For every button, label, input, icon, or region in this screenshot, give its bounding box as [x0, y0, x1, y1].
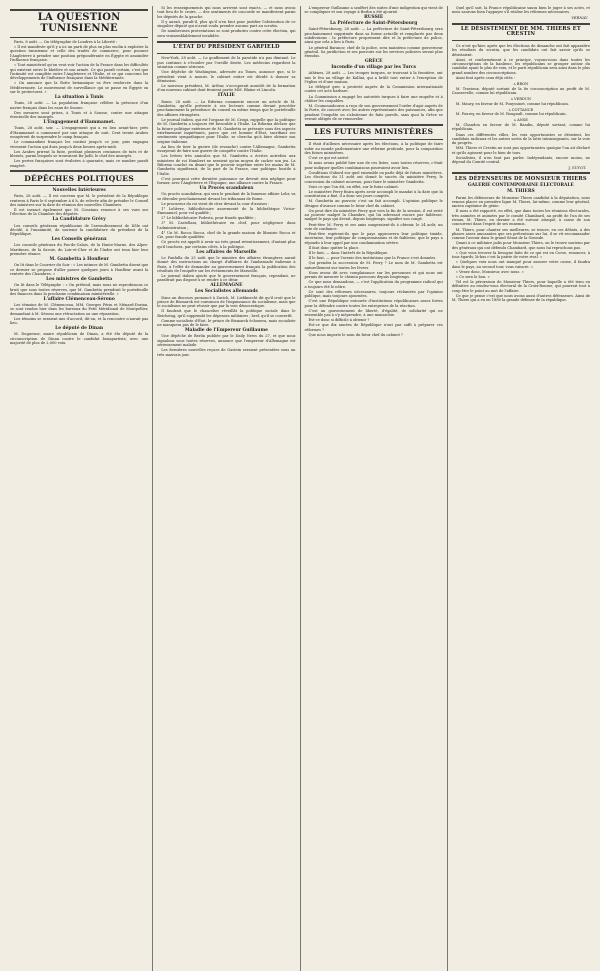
- column-4: [448, 6, 594, 971]
- article-paragraph: Un procès scandaleux, qui sera le pendant de la fameuse affaire Lebr, va se dérouler prochainement devant les tribunaux de Rome.: [157, 192, 296, 201]
- article-paragraph: « Tout ministériel qu'on veut voir l'action de la France dans les difficultés qui existent entre le khédive et son armée. Ce qui paraît certain, c'est que l'intimité est complète entre l'Angleterre et l'Italie, et ce qui concerne les développements de l'influence française dans la Méditerranée.: [10, 63, 149, 81]
- article-subheading: Les Socialistes allemands: [194, 289, 258, 295]
- article-paragraph: Le Fanfulla du 25 août que le ministre des affaires étrangères aurait donné des instructions au chargé d'affaires de l'ambassade italienne à Paris, à l'effet de demander au gouvernement français la publication des résultats de l'enquête sur les événements de Marseille.: [157, 255, 296, 273]
- article-subheading: Les ministres de Gambetta: [46, 276, 113, 282]
- section-rule: [452, 23, 590, 25]
- article-paragraph: Quant à ce militaire jadis pour Monsieur Thiers, on le trouve soutenu par des généraux qui ont défendu Chambard, que nous lui reprochons pas.: [451, 241, 590, 250]
- article-byline: VERNAY.: [571, 15, 588, 20]
- article-subheading: GALERIE CONTEMPORAINE ÉLECTORALE: [467, 183, 574, 189]
- article-paragraph: On peut dire du ministère Ferry que vers la fin de la session, il est resté au pouvoir malgré la Chambre, qui lui adressait encore par faiblesse, malgré le pays qui devait, depuis longtemps, signifier son congé.: [304, 208, 443, 222]
- article-paragraph: Est-ce que dix années de République n'ont pas suffi à préparer ces réformes ?: [304, 323, 443, 332]
- article-paragraph: De nombreuses protestations se sont produites contre cette élection, qui sera vraisemblablement invalidée.: [157, 29, 296, 38]
- article-paragraph: Les Arabes prirent la fuite, perdant plusieurs centaines de tués et de blessés, parmi lesquels se trouvaient Ba-Jadli, le chef des insurgés.: [10, 149, 149, 159]
- article-paragraph: Il le faut, — dans l'intérêt de la République.: [308, 251, 389, 256]
- article-subheading: M. Gambetta à Honfleur: [49, 256, 109, 262]
- article-paragraph: Que nous importe le nom du futur chef du cabinet ?: [308, 332, 403, 337]
- article-paragraph: Les conseils généraux républicains de l'arrondissement de Dôle ont décidé, à l'unanimité, de soutenir la candidature du président de la République.: [10, 223, 149, 237]
- candidate-place: à BRON: [513, 81, 529, 86]
- article-paragraph: Ce que je pense c'est que nous avons aussi d'autres défenseurs. Ainsi de M. Thiers qui a eu en 1880 la grande défense de la république.: [451, 293, 590, 303]
- article-subheading: ALLEMAGNE: [210, 283, 243, 289]
- article-headline: LE DÉSISTEMENT DE MM. THIERS ET CRESTIN: [460, 26, 581, 38]
- article-paragraph: L'empereur Guillaume a souffert des suites d'une indigestion qui vient de se compliquer et son voyage à Berlin a été ajourné.: [304, 6, 443, 15]
- article-paragraph: Paris, 8 août. — On télégraphie de Londres à la Liberté :: [14, 40, 118, 44]
- section-rule: [452, 172, 590, 174]
- article-paragraph: « Ce sera le bon. »: [455, 274, 490, 279]
- article-paragraph: Il nous a été rapporté, en effet, que dans toutes les réunions électorales, très animées et animées par le comité Chambard, au profit de l'un de ses rivaux, M. Thiers, en dernier a été surtout attaqué, à cause de son concurrent dans l'esprit de ses ennemis.: [451, 209, 590, 227]
- article-paragraph: On lit dans le Courrier du Soir : « Les intimes de M. Gambetta disent que ce dernier se propose d'aller passer quelques jours à Honfleur avant la rentrée des Chambres. »: [10, 263, 149, 276]
- candidate-note-text: M. Travieux, député sortant de la 8e circonscription au profit de M. Caussevelle, comme lui républicain.: [451, 86, 590, 95]
- article-paragraph: « Quelques voix nous ont manqué pour assurer votre cause, il faudra dans le pays, au second tour, vous vaincre. »: [451, 260, 590, 269]
- article-headline: LES DÉFENSEURS DE MONSIEUR THIERS: [454, 175, 587, 182]
- article-paragraph: Tunis, 28 août, soir. — L'engagement qui a eu lieu avant-hier, près d'Hammamet a commencé par une attaque de nuit. Cent trente Arabes essayèrent de surprendre le camp français.: [10, 126, 149, 140]
- column-3: [301, 6, 448, 971]
- article-paragraph: « Il est manifeste qu'il y a ici un parti de plus en plus enclin à exploiter la question tunisienne et celle des traités de commerce, pour pousser l'Angleterre à prendre une position prépondérante en Égypte et amoindrir l'influence française.: [10, 45, 149, 63]
- article-subheading: Maladie de l'Empereur Guillaume: [184, 328, 268, 333]
- article-paragraph: Une dépêche de Berlin publiée par le Daily News du 27, et que nous signalons sous toutes réserves, annonce que l'empereur d'Allemagne est sérieusement malade.: [157, 334, 296, 348]
- article-headline: L'ÉTAT DU PRÉSIDENT GARFIELD: [172, 44, 280, 50]
- article-paragraph: On lit dans le Télégraphe : « On prétend, mais nous ne reproduisons ce bruit que sous toutes réserves, que M. Gambetta prendrait le portefeuille des finances dans la prochaine combinaison ministérielle. »: [10, 283, 149, 296]
- article-paragraph: Les conseils généraux du Pas-de-Calais, de la Haute-Marne, des Alpes-Maritimes, de la Savoie, du Loir-et-Cher et de l'Indre ont tenu hier leur première séance.: [10, 243, 149, 257]
- article-paragraph: Il était d'ailleurs nécessaire après les élections, à la politique de faire subir au monde parlementaire une réforme profonde, pour la composition des futurs ministères.: [304, 142, 443, 156]
- article-paragraph: Il faut donc quitter la place.: [308, 245, 360, 250]
- article-subheading: La situation à Tunis: [54, 95, 104, 101]
- article-paragraph: Le délégué grec a protesté auprès de la Commission internationale contre cet acte barbare.: [304, 85, 443, 94]
- article-subheading: La Candidature Grévy: [52, 217, 106, 223]
- article-paragraph: Paris, 28 août. — Il est convenu que M. le président de la République rentrera à Paris le 6 septembre à 6 h. de relevée afin de présider le Conseil des ministres sur la date de réunion des nouvelles Chambres.: [10, 194, 149, 207]
- article-paragraph: Saint-Pétersbourg, 28 août. — La préfecture de Saint-Pétersbourg sera prochainement supprimée dans sa forme actuelle et remplacée par deux subdivisions : la préfecture proprement dite et la préfecture de police, ainsi que cela a lieu à Paris.: [304, 27, 443, 45]
- article-paragraph: Une dépêche de Washington, adressée au Times, annonce que, si le président vient à mourir, le cabinet entier est décidé à donner sa démission.: [157, 70, 296, 83]
- article-paragraph: Le nouveau président, M. Arthur, s'occuperait aussitôt de la formation d'un nouveau cabinet dont feraient partie MM. Blaine et Lincoln.: [157, 84, 296, 93]
- article-headline: LA QUESTION TUNISIENNE: [37, 12, 121, 34]
- article-paragraph: Ainsi font après ceux déjà cités :: [455, 75, 515, 80]
- column-1: [6, 6, 153, 971]
- article-paragraph: 4° Un M. Rocca Rocca, chef de la grande maison de librairie Rocca et Cie, pour fraude qualifiée.: [157, 230, 296, 240]
- article-paragraph: Si nous avons publié hier une de ces listes, sous toutes réserves, c'était pour indiquer quelles combinaisons pourraient avoir lieu.: [304, 161, 443, 170]
- article-paragraph: Voici ce que l'on dit, en effet, sur le futur cabinet.: [308, 184, 399, 189]
- section-rule: [157, 41, 295, 43]
- article-paragraph: Au lieu de tirer la guerre (de revanche) contre l'Allemagne, Gambetta essayerait de faire une guerre de conquête contre l'Italie.: [157, 144, 296, 154]
- article-paragraph: Ce procès est appelé à avoir un très grand retentissement, d'autant plus qu'il touchera, par certains côtés, à la politique.: [157, 240, 296, 249]
- article-paragraph: Le commandant français les contint jusqu'à ce jour, puis engagea vivement l'action qui dura jusqu'à deux heures après-midi.: [10, 140, 149, 149]
- article-paragraph: Les témoins se seraient mis d'accord, dit-on, et la rencontre n'aurait pas lieu.: [10, 316, 149, 326]
- article-subheading: Nouvelles Intérieures: [52, 187, 106, 193]
- article-subheading: Le député de Dinan: [55, 326, 104, 332]
- article-paragraph: 2° Le bibliothécaire Podesta, pour fraude qualifiée ;: [161, 216, 256, 221]
- article-paragraph: C'est une République entourée d'institutions républicaines assez fortes pour la défendre contre toutes les entreprises de la réaction.: [304, 299, 443, 308]
- article-paragraph: « On annonce que la flotte britannique va être renforcée dans la Méditerranée. Le mouvement de surveillance qui se passe en Égypte ou sur le protectorat. »: [10, 81, 149, 95]
- article-paragraph: Ce n'est qu'hier, après que les élections de dimanche ont fait apparaître les résultats du scrutin, que les candidats ont fait savoir qu'ils se désistaient.: [451, 43, 590, 57]
- article-paragraph: C'est pourquoi cette dernière puissance ne devrait rien négliger pour former, avec l'Angleterre et l'Espagne, une alliance contre la France.: [157, 176, 296, 186]
- article-paragraph: Tunis, 28 août. — La population française célèbre la présence d'un navire français dans les eaux de Sousse.: [10, 101, 149, 110]
- article-paragraph: Des mesures sont prises, à Tunis et à Sousse, contre une attaque éventuelle des insurgés.: [10, 110, 149, 120]
- article-paragraph: Il faudrait que le chancelier réveillât la politique sociale dans le Reichstag, qu'il supprimât les dépenses militaires ; bref, qu'il se convertît.: [157, 309, 296, 318]
- article-paragraph: Dans ces différentes villes, les voix opportunistes se désistent, les candidats radicaux et les autres sortis de la lutte intransigeants, sur la voie du progrès.: [451, 132, 590, 146]
- article-subheading: Un Procès scandaleux: [199, 185, 254, 191]
- article-paragraph: Peut-être M. Ferry et ses amis songeraient-ils à obtenir, le 24 août, un vote de confiance.: [304, 222, 443, 231]
- article-paragraph: Socialistes, il n'en faut pas parler. Indépendants, encore moins, ne dépend du Comité central.: [451, 155, 590, 165]
- article-paragraph: Il le faut, — pour l'avenir des institutions que la France s'est données.: [308, 256, 437, 261]
- section-rule: [10, 37, 148, 38]
- section-rule: [305, 124, 443, 126]
- article-paragraph: 3° M. Castellani, bibliothécaire en chef, pour négligence dans l'administration ;: [157, 221, 296, 230]
- candidate-place: à COTTANCE: [508, 107, 534, 112]
- article-paragraph: Quel qu'il soit, la France républicaine saura bien le juger à ses actes, et nous saurons bien l'appuyer s'il réalise les réformes nécessaires.: [451, 6, 590, 15]
- article-paragraph: Le journal italien, qui est l'organe de M. Crispi, rappelle que la politique de M. Gambetta a toujours été favorable à l'Italie. La Riforma déclare que la future politique extérieure de M. Gambetta se présente sous des aspects extrêmement inquiétants, parce que cet homme d'État, sacrifiant ses sentiments sympathiques pour l'Italie, se chercha qu'à faire obtenir son origine italienne.: [157, 117, 296, 144]
- article-paragraph: Si les renseignements qui nous arrivent sont exacts, — et nous avons tout lieu de le croire, — des sentiments de concorde se manifestent parmi les députés de la gauche.: [157, 6, 296, 19]
- article-paragraph: Les témoins de M. Clémenceau, MM. Georges Périn et Ménard-Dorian, se sont rendus hier dans les bureaux du Petit Méridional de Montpellier, demandant à M. Sérono une rétractation ou une réparation.: [10, 303, 149, 316]
- column-2: [153, 6, 300, 971]
- article-paragraph: MM. Thiers et Crestin ne sont pas opportunistes quoique l'un ait déclaré et qu'ils agissent pour le bien de tous.: [451, 146, 590, 155]
- section-rule: [452, 40, 590, 41]
- article-subheading: L'Engagement d'Hammamet.: [43, 120, 115, 126]
- article-paragraph: Ce sont des réformes nécessaires, toujours réclamées par l'opinion publique, mais toujours ajournées.: [304, 289, 443, 299]
- article-paragraph: M. Gambetta au pouvoir, c'est un fait accompli. L'opinion publique le désigne d'avance comme le futur chef du cabinet.: [304, 199, 443, 208]
- article-paragraph: Il est inexact également que M. Constans renonce à ses vues sur l'élection de la Chambre des députés.: [10, 208, 149, 217]
- candidate-note-text: M. Chandon en faveur de M. Bandin, député sortant, comme lui républicain.: [451, 123, 590, 132]
- article-paragraph: Le procureur du roi vient de citer devant la cour d'assises :: [161, 201, 270, 206]
- article-paragraph: Rome, 28 août. — La Riforma commente encore un article de M. Gambetta, qu'elle présente à ses lecteurs comme devant procéder prochainement la présidence du conseil en même temps que le portefeuille des affaires étrangères.: [157, 99, 296, 117]
- section-rule: [10, 170, 148, 172]
- candidate-note-text: M. Maury, en faveur de M. Pouyssinet, comme lui républicain.: [455, 101, 569, 106]
- article-paragraph: Les dernières nouvelles reçues de Gastein seraient présentées sous un très mauvais jour.: [157, 348, 296, 357]
- article-paragraph: Tel est la péroraison de Monsieur Thiers, pour laquelle a été tenu en définitive au rendez-vous électoral de la Croix-Rousse, qui pourrait tout à coup être le point au mot de l'affaire.: [451, 280, 590, 293]
- article-paragraph: Est-ce donc si difficile à obtenir ?: [308, 318, 370, 323]
- article-paragraph: M. Coumoundouros a reçu de son gouvernement l'ordre d'agir auprès de la Porte, de concert avec les autres représentants des puissances, afin que pendant l'enquête on s'abstienne de faits pareils, sans quoi la Grèce se verrait obligée de se renouveler.: [304, 104, 443, 122]
- article-subheading: Les Conseils généraux: [51, 237, 107, 243]
- article-paragraph: M. Duguesne, maire républicain de Dinan, a été élu député de la circonscription de Dinan contre le candidat bonapartiste, avec une majorité de plus de 2,000 voix.: [10, 332, 149, 346]
- article-paragraph: « Venez donc, Monsieur, avec nous. »: [455, 269, 524, 274]
- candidate-place: à ANSE: [513, 118, 528, 123]
- article-paragraph: C'est un gouvernement de liberté, d'égalité, de solidarité qui ne ressemble pas à s'y méprendre, à une monarchie.: [304, 308, 443, 318]
- article-paragraph: Le ministère Ferry finira après avoir accompli le mandat à la date que la constitution a fixé, il a donc ses jours comptés.: [304, 189, 443, 199]
- article-paragraph: La Commission a engagé les autorités turques à faire une enquête et à châtier les coupables.: [304, 94, 443, 103]
- article-paragraph: Le journal italien ajoute que le gouvernement français, cependant, ne paraîtrait pas disposé à se rendre à ce désir.: [157, 274, 296, 283]
- article-paragraph: C'est ce qui est arrivé.: [308, 156, 350, 161]
- article-paragraph: Parmi les défenseurs de Monsieur Thiers candidat à la députation, nous venons placer en première ligne M. Thiers, lui-même, comme leur général, ancien capitaine de génie.: [451, 195, 590, 209]
- section-rule: [10, 185, 148, 186]
- article-headline: DÉPÊCHES POLITIQUES: [24, 173, 134, 183]
- article-paragraph: Ce que nous demandons, — c'est l'application du programme radical qui a toujours été le nôtre.: [304, 280, 443, 289]
- article-headline: LES FUTURS MINISTÈRES: [314, 127, 434, 137]
- article-subheading: Incendie d'un village par les Turcs: [331, 64, 417, 70]
- article-paragraph: Comme socialiste d'État, le prince de Bismarck échouera, mais socialiste ne manquera pas de le faire.: [157, 318, 296, 328]
- candidate-note-text: M. Fourey, en faveur de M. Rougault, comme lui républicain.: [455, 112, 567, 117]
- article-paragraph: M. Thiers, pour chanter ses meilleures, se trouve, en ces débats, a des phases assez amusantes que ses prétentions sur lui, il se vit recommander comme l'avenir dans le grand Sénat de la Gironde.: [451, 227, 590, 241]
- article-paragraph: Dans un discours prononcé à Zurich, M. Liebknecht dit qu'il croit que le prince de Bismarck est convaincu de l'impuissance du socialisme, mais que le socialisme ne peut réussir que par la voie démocratique.: [157, 295, 296, 309]
- article-subheading: RUSSIE: [364, 15, 384, 21]
- article-paragraph: Nous avons dit avec complaisance sur les personnes et qui nous ont permis de mesurer le chemin parcouru depuis longtemps.: [304, 270, 443, 280]
- article-paragraph: Le général Baranov, chef de la police, sera maintenu comme gouverneur général. Sa juridiction et ses pouvoirs sur les services policiers seront plus étendus.: [304, 45, 443, 59]
- article-subheading: M. THIERS: [507, 189, 535, 195]
- candidate-place: à VERDUN: [510, 96, 532, 101]
- article-paragraph: Ainsi, et conformément à ce principe, voyons-nous dans toutes les circonscriptions de la banlieue, les républicains se grouper autour du candidat ayant le plus de voix, et le parti républicain sera ainsi dans le plus grand nombre des circonscriptions.: [451, 57, 590, 75]
- article-paragraph: Qui prendra la succession de M. Ferry ? Le nom de M. Gambetta est naturellement sur toutes les lèvres.: [304, 261, 443, 270]
- article-subheading: Les affaires de Marseille: [196, 249, 257, 255]
- section-rule: [157, 53, 295, 54]
- article-paragraph: « Que vous trouvez la besogne faite de ce qui est en Corse, renoncez, à tous égards, là-bas c'est la patrie de votre rival. »: [451, 250, 590, 260]
- article-paragraph: Conditions d'abord sur quel ensemble on parle déjà de futurs ministères. Les élections du 21 août ont donné le succès du ministère Ferry, le concession du cabinet nouveau, pour faire le ministère Gambetta.: [304, 170, 443, 184]
- article-paragraph: Les pertes françaises sont évaluées à quarante, mais ce nombre paraît exagéré.: [10, 159, 149, 168]
- article-subheading: L'affaire Clémenceau-Sérono: [43, 296, 115, 302]
- article-paragraph: Il y aurait, paraît-il, plus qu'il n'en faut pour justifier l'abstention de ce singulier député qui n'avait voulu prendre aucune part au scrutin.: [157, 19, 296, 29]
- article-subheading: GRÈCE: [364, 59, 383, 65]
- article-signature: J. GUYOT.: [568, 165, 586, 170]
- article-paragraph: 1° Lelièvre, bibliothécaire assermenté de la bibliothèque Victor-Emmanuel, pour vol qualifié ;: [157, 206, 296, 216]
- section-rule: [10, 9, 148, 11]
- article-paragraph: Les lettres très amicales que M. Gambetta a écrites autrefois aux ministres de roi Humbert ne seraient qu'un moyen de cacher son jeu. La Riforma conclut en disant que le pouvoir suprême entre les mains de M. Gambetta signifierait, de la part de la France, une politique hostile à l'Italie.: [157, 154, 296, 176]
- section-rule: [305, 139, 443, 140]
- article-paragraph: Athènes, 28 août. — Les troupes turques, se trouvant à la frontière, ont mis le feu au village de Kalliai, qui a brûlé tout entier à l'exception de l'église et d'une maison.: [304, 71, 443, 84]
- article-subheading: La Préfecture de Saint-Pétersbourg: [329, 21, 418, 27]
- article-subheading: ITALIE: [217, 93, 235, 99]
- article-paragraph: Peut-être espèrent-ils que le pays approuvera leur politique timide, incertaine, leur politique de compromissions et de faiblesse, que le pays a répondu à leur appel par une condamnation sévère.: [304, 232, 443, 245]
- article-paragraph: New-York, 28 août. — Le gonflement de la parotide n'a pas diminué. Le pus continue à s'écouler par l'oreille droite. Les médecins regardent la situation comme sérieuse.: [157, 56, 296, 70]
